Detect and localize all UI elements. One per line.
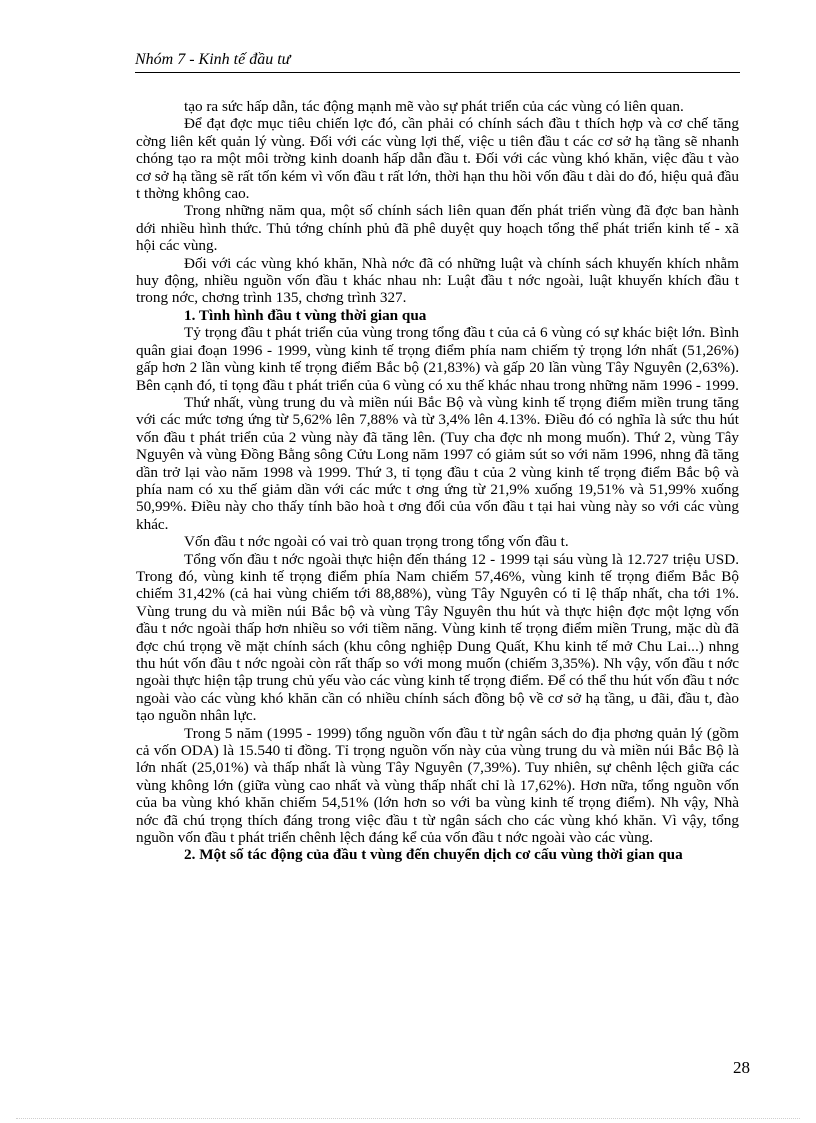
paragraph: tạo ra sức hấp dẫn, tác động mạnh mẽ vào sự phát triển của các vùng có liên quan. — [184, 98, 684, 115]
paragraph: Trong những năm qua, một số chính sách liên quan đến phát triển vùng đã đợc ban hành dới nhiều hình thức. Thủ tớng chính phủ đã phê duyệt quy hoạch tổng thể phát triển kinh tế - xã hội các vùng. — [136, 202, 739, 255]
paragraph: Trong 5 năm (1995 - 1999) tổng nguồn vốn đầu t từ ngân sách do địa phơng quản lý (gồm cả vốn ODA) là 15.540 tỉ đồng. Tỉ trọng nguồn vốn này của vùng trung du và miền núi Bắc Bộ là lớn nhất (25,01%) và thấp nhất là vùng Tây Nguyên (7,39%). Tuy nhiên, sự chênh lệch giữa các vùng không lớn (giữa vùng cao nhất và vùng thấp nhất chỉ là 17,62%). Hơn nữa, tổng nguồn vốn của ba vùng khó khăn chiếm 54,51% (lớn hơn so với ba vùng kinh tế trọng điểm). Nh vậy, Nhà nớc đã chú trọng thích đáng trong việc đầu t từ ngân sách cho các vùng khó khăn. Vì vậy, tổng nguồn vốn đầu t phát triển chênh lệch đáng kể của vốn đầu t nớc ngoài vào các vùng. — [136, 724, 739, 847]
paragraph: Vốn đầu t nớc ngoài có vai trò quan trọng trong tổng vốn đầu t. — [184, 533, 569, 551]
page-number: 28 — [733, 1058, 750, 1077]
section-heading-2: 2. Một số tác động của đầu t vùng đến chuyển dịch cơ cấu vùng thời gian qua — [184, 846, 683, 864]
paragraph: Thứ nhất, vùng trung du và miền núi Bắc Bộ và vùng kinh tế trọng điểm miền trung tăng với các mức tơng ứng từ 5,62% lên 7,88% và từ 3,4% lên 4.13%. Điều đó có nghĩa là sức thu hút vốn đầu t phát triển của 2 vùng này đã tăng lên. (Tuy cha đợc nh mong muốn). Thứ 2, vùng Tây Nguyên và vùng Đồng Bằng sông Cửu Long năm 1997 có giảm sút so với năm 1996, nhng đã tăng dần trở lại vào năm 1998 và 1999. Thứ 3, tỉ tọng đầu t của 2 vùng kinh tế trọng điểm Bắc bộ và phía nam có xu thế giảm dần với các mức t ơng ứng từ 21,9% xuống 19,51% và 51,99% xuống 50,99%. Điều này cho thấy tính bão hoà t ơng đối của vốn đầu t tại hai vùng này so với các vùng khác. — [136, 393, 739, 533]
footer-divider — [16, 1118, 800, 1119]
body-text — [136, 98, 739, 864]
paragraph: Tổng vốn đầu t nớc ngoài thực hiện đến tháng 12 - 1999 tại sáu vùng là 12.727 triệu USD. Trong đó, vùng kinh tế trọng điểm phía Nam chiếm 57,46%, vùng kinh tế trọng điểm Bắc Bộ chiếm 31,42% (cả hai vùng chiếm tới 88,88%), vùng Tây Nguyên có tỉ lệ thấp nhất, cha tới 1%. Vùng trung du và miền núi Bắc bộ và vùng Tây Nguyên thu hút và thực hiện đợc một lợng vốn đầu t nớc ngoài thấp hơn nhiều so với tiềm năng. Vùng kinh tế trọng điểm miền Trung, mặc dù đã đợc chú trọng về mặt chính sách (khu công nghiệp Dung Quất, Khu kinh tế mở Chu Lai...) nhng thu hút vốn đầu t nớc ngoài còn rất thấp so với mong muốn (chiếm 3,35%). Nh vậy, vốn đầu t nớc ngoài thực hiện tập trung chủ yếu vào các vùng kinh tế trọng điểm. Để có thể thu hút vốn đầu t nớc ngoài vào các vùng khó khăn cần có nhiều chính sách đồng bộ về cơ sở hạ tầng, u đãi, đầu t, đào tạo nguồn nhân lực. — [136, 550, 739, 725]
page-header: Nhóm 7 - Kinh tế đầu tư — [135, 50, 740, 73]
paragraph: Để đạt đợc mục tiêu chiến lợc đó, cần phải có chính sách đầu t thích hợp và cơ chế tăng cờng liên kết quản lý vùng. Đối với các vùng lợi thế, việc u tiên đầu t các cơ sở hạ tầng sẽ nhanh chóng tạo ra một môi trờng kinh doanh hấp dẫn đầu t. Đối với các vùng khó khăn, việc đầu t vào cơ sở hạ tầng sẽ rất tốn kém vì vốn đầu t rất lớn, thời hạn thu hồi vốn đầu t dài do đó, hiệu quả đầu t thờng không cao. — [136, 115, 739, 203]
paragraph: Đối với các vùng khó khăn, Nhà nớc đã có những luật và chính sách khuyến khích nhằm huy động, nhiều nguồn vốn đầu t khác nhau nh: Luật đầu t nớc ngoài, luật khuyến khích đầu t trong nớc, chơng trình 135, chơng trình 327. — [136, 254, 739, 307]
section-heading-1: 1. Tình hình đầu t vùng thời gian qua — [184, 306, 427, 324]
paragraph: Tỷ trọng đầu t phát triển của vùng trong tổng đầu t của cả 6 vùng có sự khác biệt lớn. Bình quân giai đoạn 1996 - 1999, vùng kinh tế trọng điểm phía nam chiếm tỷ trọng lớn nhất (51,26%) gấp hơn 2 lần vùng kinh tế trọng điểm Bắc bộ (21,83%) và gấp 20 lần vùng Tây Nguyên (2,63%). Bên cạnh đó, tỉ tọng đầu t phát triển của 6 vùng có xu thế khác nhau trong những năm 1996 - 1999. — [136, 324, 739, 394]
